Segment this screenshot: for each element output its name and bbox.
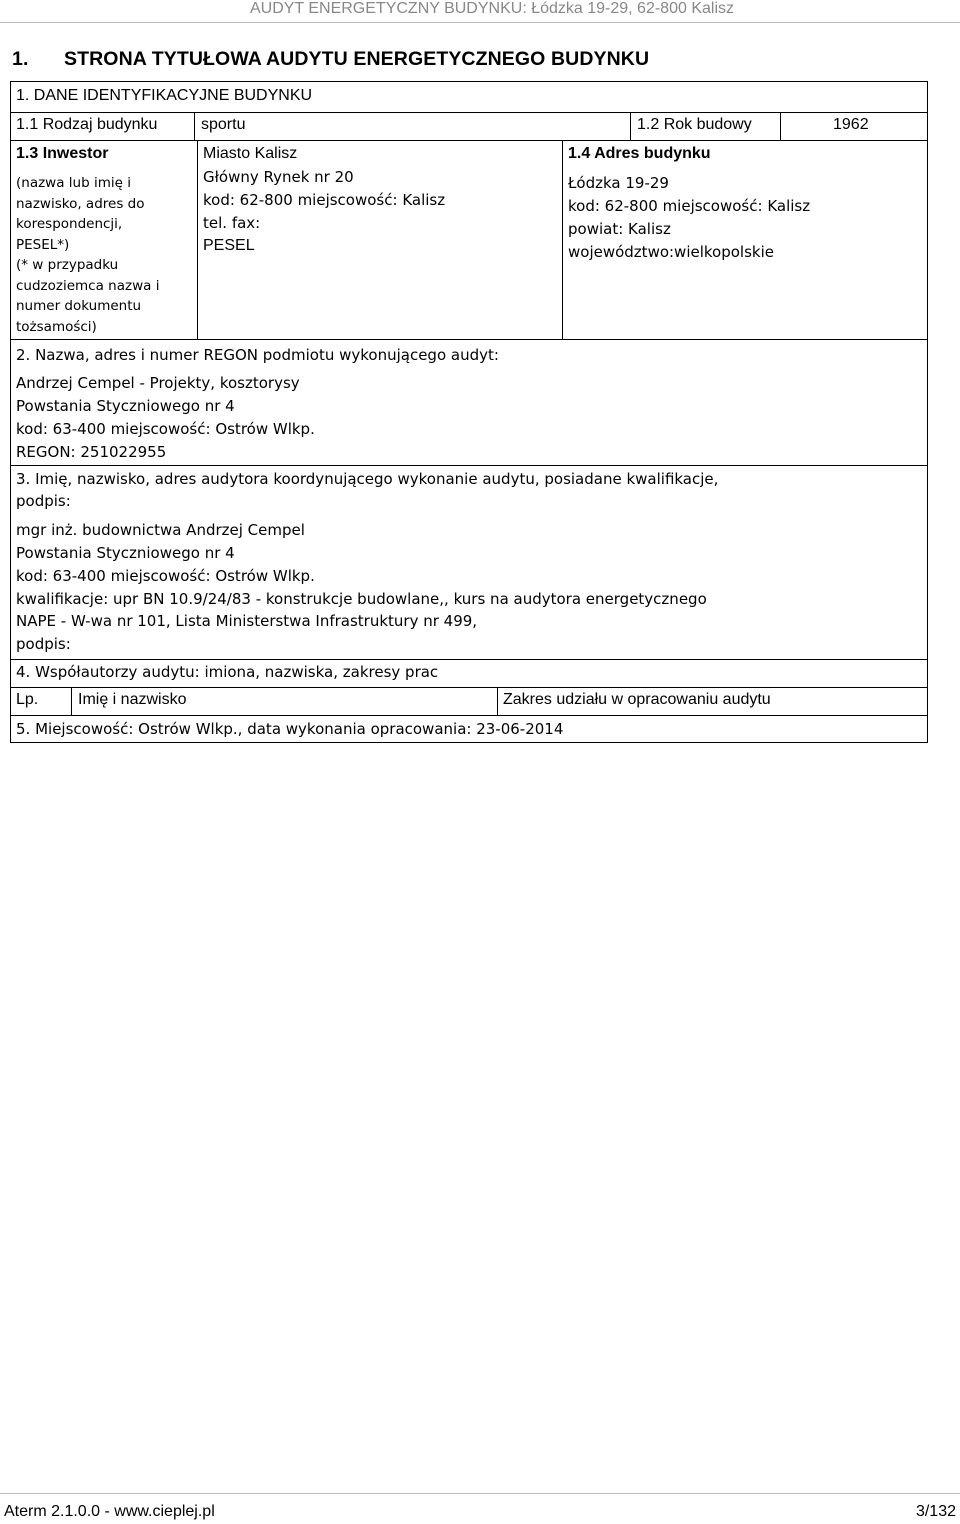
divider: [630, 112, 631, 140]
investor-desc-line: PESEL*): [16, 236, 70, 253]
running-title: AUDYT ENERGETYCZNY BUDYNKU: Łódzka 19-29, 62-800 Kalisz: [249, 0, 734, 17]
investor-desc-line: (nazwa lub imię i: [16, 175, 131, 191]
company-line: kod: 63-400 miejscowość: Ostrów Wlkp.: [16, 420, 315, 438]
company-line: Powstania Styczniowego nr 4: [16, 397, 235, 415]
col-header-scope: Zakres udziału w opracowaniu audytu: [503, 691, 771, 708]
auditor-line: NAPE - W-wa nr 101, Lista Ministerstwa Infrastruktury nr 499,: [16, 612, 478, 630]
build-year-label: 1.2 Rok budowy: [637, 116, 752, 133]
section3-heading-signature: podpis:: [16, 492, 71, 510]
auditor-line: Powstania Styczniowego nr 4: [16, 544, 235, 562]
investor-address-line: PESEL: [203, 237, 255, 254]
auditor-line: mgr inż. budownictwa Andrzej Cempel: [16, 521, 305, 539]
building-address-line: Łódzka 19-29: [568, 174, 669, 192]
section5-place-date: 5. Miejscowość: Ostrów Wlkp., data wykonania opracowania: 23-06-2014: [16, 720, 564, 738]
divider: [10, 339, 928, 340]
section3-heading: 3. Imię, nazwisko, adres audytora koordynującego wykonanie audytu, posiadane kwalifikacje,: [16, 470, 719, 488]
building-address-line: województwo:wielkopolskie: [568, 243, 774, 261]
page-title: [12, 48, 649, 71]
divider: [10, 687, 928, 688]
investor-address-line: tel. fax:: [203, 214, 261, 232]
investor-label: 1.3 Inwestor: [16, 145, 109, 162]
auditor-line: kwalifikacje: upr BN 10.9/24/83 - konstrukcje budowlane,, kurs na audytora energetycznego: [16, 590, 707, 608]
divider: [562, 140, 563, 339]
investor-desc-line: korespondencji,: [16, 216, 123, 232]
investor-desc-line: tożsamości): [16, 318, 97, 335]
building-address-label: 1.4 Adres budynku: [568, 145, 711, 162]
divider: [780, 112, 781, 140]
section4-heading: 4. Współautorzy audytu: imiona, nazwiska, zakresy prac: [16, 663, 439, 681]
footer-software: Aterm 2.1.0.0 - www.cieplej.pl: [4, 1503, 215, 1520]
investor-desc-line: cudzoziemca nazwa i: [16, 277, 160, 294]
divider: [10, 715, 928, 716]
building-address-line: kod: 62-800 miejscowość: Kalisz: [568, 197, 811, 215]
header-divider: [0, 22, 960, 23]
page-number: 3/132: [915, 1503, 956, 1520]
col-header-lp: Lp.: [16, 691, 39, 708]
divider: [197, 140, 198, 339]
auditor-line: kod: 63-400 miejscowość: Ostrów Wlkp.: [16, 567, 315, 585]
building-address-line: powiat: Kalisz: [568, 220, 671, 238]
divider: [10, 465, 928, 466]
investor-desc-line: nazwisko, adres do: [16, 195, 145, 212]
investor-desc-line: (* w przypadku: [16, 257, 119, 273]
company-line: REGON: 251022955: [16, 443, 167, 461]
investor-name: Miasto Kalisz: [203, 145, 298, 162]
building-type-value: sportu: [201, 116, 246, 133]
title-number: 1.: [12, 48, 29, 70]
section1-heading: 1. DANE IDENTYFIKACYJNE BUDYNKU: [16, 87, 313, 104]
company-line: Andrzej Cempel - Projekty, kosztorysy: [16, 374, 300, 392]
title-text: STRONA TYTUŁOWA AUDYTU ENERGETYCZNEGO BUDYNKU: [64, 48, 650, 70]
investor-address-line: kod: 62-800 miejscowość: Kalisz: [203, 191, 446, 209]
divider: [497, 687, 498, 715]
footer-divider: [0, 1493, 960, 1494]
build-year-value: 1962: [833, 116, 869, 133]
divider: [10, 659, 928, 660]
investor-address-line: Główny Rynek nr 20: [203, 168, 354, 186]
divider: [194, 112, 195, 140]
col-header-name: Imię i nazwisko: [78, 691, 187, 708]
divider: [71, 687, 72, 715]
section2-heading: 2. Nazwa, adres i numer REGON podmiotu wykonującego audyt:: [16, 346, 499, 364]
investor-desc-line: numer dokumentu: [16, 298, 142, 314]
divider: [10, 140, 928, 141]
auditor-signature-label: podpis:: [16, 635, 71, 653]
divider: [10, 112, 928, 113]
building-type-label: 1.1 Rodzaj budynku: [16, 116, 158, 133]
running-header: [0, 0, 734, 22]
